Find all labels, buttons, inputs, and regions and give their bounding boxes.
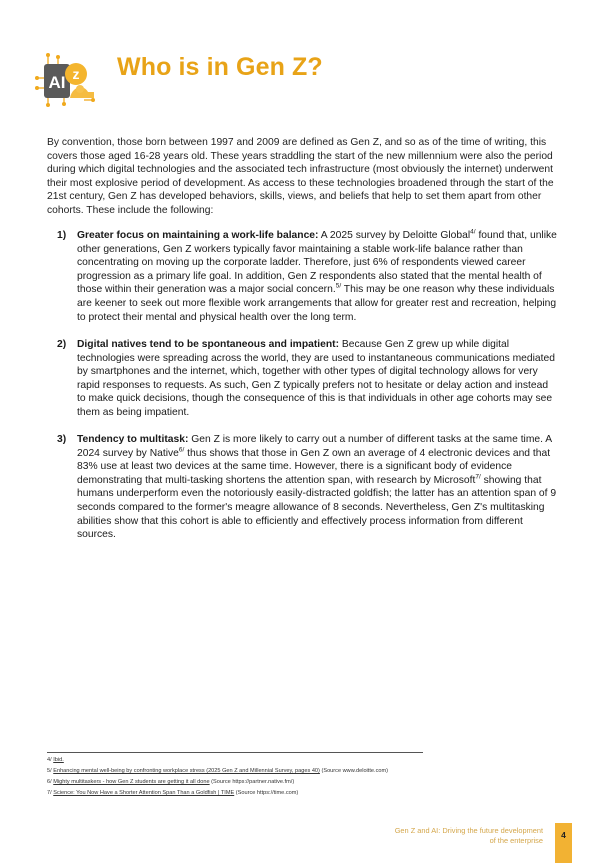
list-heading: Tendency to multitask: (77, 434, 189, 445)
list-number: 3) (57, 434, 67, 445)
list-number: 2) (57, 339, 67, 350)
list-heading: Digital natives tend to be spontaneous and impatient: (77, 339, 340, 350)
footnote-link[interactable]: Enhancing mental well-being by confronting workplace stress (2025 Gen Z and Millennial Survey, pages 40) (53, 768, 320, 774)
footnote-link[interactable]: Science: You Now Have a Shorter Attention Span Than a Goldfish | TIME (53, 790, 235, 796)
footer-line: of the enterprise (489, 836, 543, 845)
footnote-item: 4/ Ibid. (47, 757, 64, 763)
page-number: 4 (555, 823, 572, 863)
footnote-ref[interactable]: 5/ (335, 282, 342, 290)
footnote-ref[interactable]: 4/ (470, 228, 476, 236)
list-item-multitask: 3) Tendency to multitask: Gen Z is more likely to carry out a number of different tasks at the same time. A 2024 survey by Native$^{6/}$ thus shows that those in Gen Z own an average of 4 electronic devices and that 83% use at least two devices at the same time. However, there is a significant body of evidence demonstrating that multi-tasking shortens the attention span, with research by Microsoft$^{7/}$ showing that humans underperform even the notoriously easily-distracted goldfish; the latter has an attention span of 9 seconds compared to the former's meagre allowance of 8 seconds. Nevertheless, Gen Z's multitasking abilities show that this cohort is able to efficiently and effectively process information from different sources. (57, 434, 557, 541)
z-badge-text: z (72, 66, 80, 82)
list-heading: Greater focus on maintaining a work-life balance: (77, 230, 319, 241)
footnote-divider (47, 752, 423, 753)
footnote-ref[interactable]: 6/ (178, 446, 185, 454)
list-item-work-life-balance: 1) Greater focus on maintaining a work-life balance: A 2025 survey by Deloitte Global$^{4/}$ found that, unlike other generations, Gen Z workers typically favor maintaining a stable work-life balance rather than concentrating on moving up the corporate ladder. Therefore, just 6% of respondents viewed career progression as a primary life goal. In addition, Gen Z respondents also stated that the mental health of those within their generation was a major social concern.$^{5/}$ This may be one reason why these individuals are keener to seek out more flexible work arrangements that allow for greater rest and recreation, helping to protect their mental and physical health over the long term. (57, 228, 557, 323)
footnote-ref[interactable]: 7/ (475, 473, 481, 481)
page-footer (395, 826, 543, 846)
footnote-item: 5/ Enhancing mental well-being by confronting workplace stress (2025 Gen Z and Millennial Survey, pages 40) (Source www.deloitte.com) (47, 768, 389, 774)
intro-paragraph: By convention, those born between 1997 and 2009 are defined as Gen Z, and so as of the time of writing, this covers those aged 16-28 years old. These years straddling the start of the new millennium were also the period during which digital technologies and the associated tech infrastructure (most obviously the internet) underwent their most explosive period of development. As access to these technologies broadened through the start of the 21st century, Gen Z has developed behaviors, skills, views, and beliefs that help to set them apart from other cohorts. These include the following: (47, 137, 554, 216)
footnote-link[interactable]: Ibid. (53, 757, 64, 763)
list-number: 1) (57, 230, 67, 241)
footer-line: Gen Z and AI: Driving the future development (394, 826, 543, 835)
footnote-item: 6/ Mighty multitaskers - how Gen Z students are getting it all done (Source https://partner.native.fm/) (47, 779, 295, 785)
ai-z-logo (34, 52, 106, 108)
footnote-link[interactable]: Mighty multitaskers - how Gen Z students are getting it all done (53, 779, 210, 785)
footnote-item: 7/ Science: You Now Have a Shorter Attention Span Than a Goldfish | TIME (Source https://time.com) (47, 790, 299, 796)
page-title: Who is in Gen Z? (117, 53, 323, 81)
list-item-digital-natives: 2) Digital natives tend to be spontaneous and impatient: Because Gen Z grew up while digital technologies were spreading across the world, they are used to instantaneous communications mediated by smartphones and the internet, which, together with other types of digital technology allows for very rapid responses to requests. As such, Gen Z typically prefers not to hesitate or delay action and instead to make quick decisions, though the consequence of this is that individuals in other age cohorts may see them as being impatient. (57, 339, 555, 418)
footnotes (47, 755, 388, 799)
ai-chip-text: AI (48, 73, 66, 92)
